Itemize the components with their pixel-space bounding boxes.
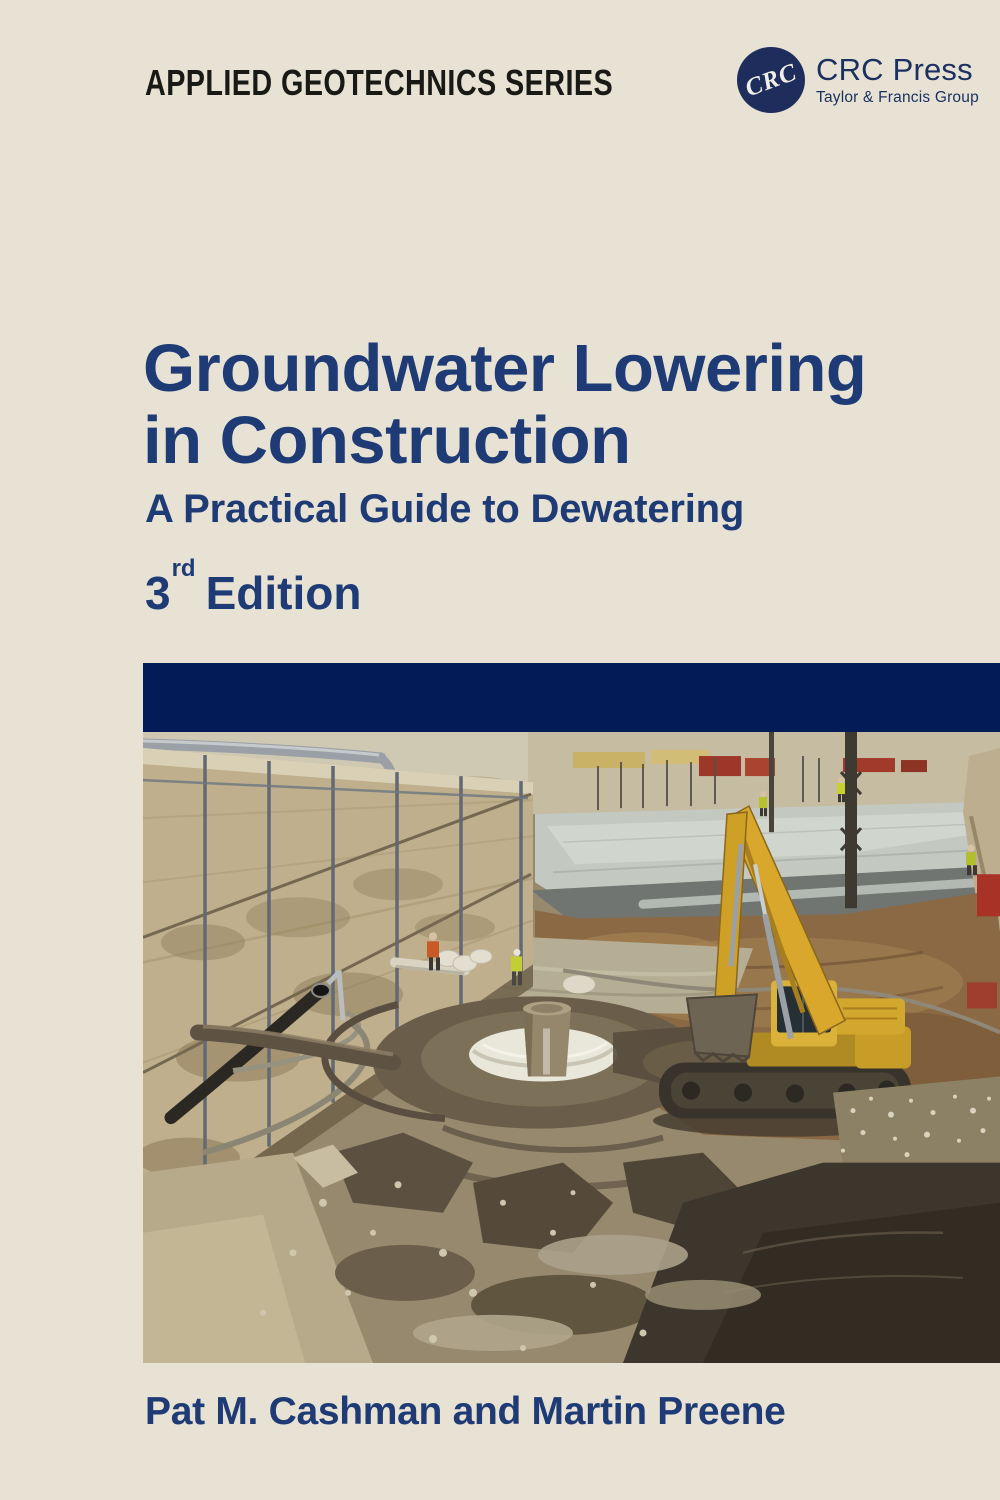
edition-suffix: rd: [171, 554, 196, 582]
cover-photo-illustration: [143, 732, 1000, 1363]
book-title-line1: Groundwater Lowering: [143, 331, 867, 406]
pump-mast: [845, 732, 857, 908]
edition-word: Edition: [205, 567, 362, 619]
red-equipment: [967, 982, 997, 1008]
crc-logo-text: CRC: [741, 58, 801, 103]
book-title-line2: in Construction: [143, 403, 631, 478]
navy-bar: [143, 663, 1000, 732]
crc-logo-icon: [736, 46, 806, 114]
authors: Pat M. Cashman and Martin Preene: [145, 1390, 786, 1433]
red-machine: [977, 874, 1000, 916]
worker-on-slab: [759, 791, 767, 816]
series-title: APPLIED GEOTECHNICS SERIES: [145, 62, 614, 103]
book-title: [143, 333, 866, 477]
worker-on-slab: [837, 777, 845, 802]
white-tarp: [563, 975, 595, 993]
edition-label: [145, 554, 362, 620]
thin-mast: [769, 732, 774, 832]
publisher-name: CRC Press: [816, 51, 973, 87]
red-formwork: [699, 756, 741, 776]
wet-sheen: [538, 1235, 688, 1275]
publisher-text: [816, 51, 979, 107]
publisher-logo: [736, 46, 979, 114]
publisher-group: Taylor & Francis Group: [816, 89, 979, 107]
bucket: [687, 994, 757, 1056]
edition-number: 3: [145, 567, 171, 619]
cover-photo: [143, 732, 1000, 1363]
book-subtitle: A Practical Guide to Dewatering: [145, 487, 745, 531]
sandbag: [470, 949, 492, 963]
